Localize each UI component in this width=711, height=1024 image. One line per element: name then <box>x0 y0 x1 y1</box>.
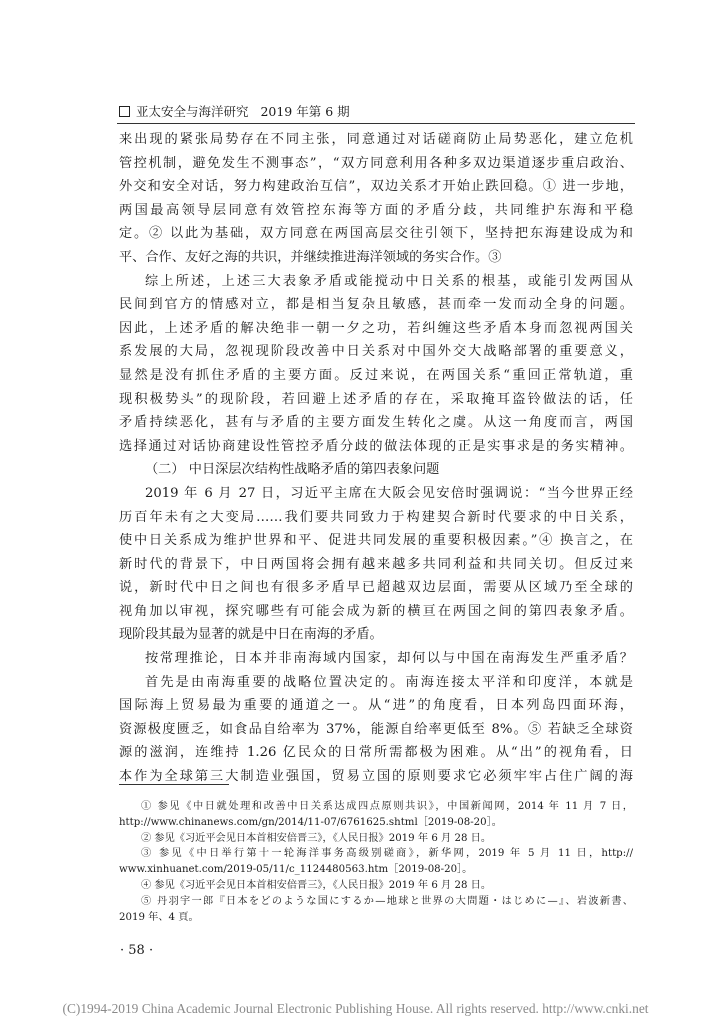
body-text <box>119 128 633 789</box>
footnotes <box>119 799 633 925</box>
body-line: 说，新时代中日之间也有很多矛盾早已超越双边层面，需要从区域乃至全球的 <box>119 580 633 596</box>
body-line: 本作为全球第三大制造业强国，贸易立国的原则要求它必须牢牢占住广阔的海 <box>119 769 633 785</box>
body-line: 矛盾持续恶化，甚有与矛盾的主要方面发生转化之虞。从这一角度而言，两国 <box>119 415 633 431</box>
header-rule <box>117 123 635 124</box>
section-heading: （二） 中日深层次结构性战略矛盾的第四表象问题 <box>145 462 440 478</box>
body-line: 来出现的紧张局势存在不同主张，同意通过对话磋商防止局势恶化，建立危机 <box>119 132 633 147</box>
footnote: ⑤ 丹羽宇一郎『日本をどのような国にするか—地球と世界の大問題・はじめに—』、岩波新書、 <box>141 895 633 907</box>
page-number: · 58 · <box>120 943 154 958</box>
body-line: 因此，上述矛盾的解决绝非一朝一夕之功，若纠缠这些矛盾本身而忽视两国关 <box>119 320 633 336</box>
body-line: 使中日关系成为维护世界和平、促进共同发展的重要积极因素。”④ 换言之，在 <box>119 533 633 549</box>
body-line: 外交和安全对话，努力构建政治互信”，双边关系才开始止跌回稳。① 进一步地， <box>119 179 633 195</box>
square-icon <box>119 106 130 117</box>
body-line: 资源极度匮乏，如食品自给率为 37%，能源自给率更低至 8%。⑤ 若缺乏全球资 <box>119 721 633 737</box>
body-line: 源的滋润，连维持 1.26 亿民众的日常所需都极为困难。从“出”的视角看，日 <box>119 745 633 761</box>
body-line: 新时代的背景下，中日两国将会拥有越来越多共同利益和共同关切。但反过来 <box>119 556 633 572</box>
running-header <box>119 104 631 120</box>
body-line: 管控机制，避免发生不测事态”，“双方同意利用各种多双边渠道逐步重启政治、 <box>119 155 633 171</box>
footnote-rule <box>119 784 229 785</box>
body-line: 显然是没有抓住矛盾的主要方面。反过来说，在两国关系“重回正常轨道，重 <box>119 367 633 383</box>
copyright-notice: (C)1994-2019 China Academic Journal Electronic Publishing House. All rights reserved. http://www.cnki.net <box>62 1001 649 1016</box>
footnote-url: http://www.chinanews.com/gn/2014/11-07/6761625.shtml［2019-08-20］。 <box>119 816 502 828</box>
footnote: ① 参见《中日就处理和改善中日关系达成四点原则共识》，中国新闻网，2014 年 11 月 7 日， <box>141 801 633 812</box>
body-line: 2019 年 6 月 27 日，习近平主席在大阪会见安倍时强调说：“当今世界正经 <box>145 485 633 501</box>
body-line: 系发展的大局，忽视现阶段改善中日关系对中国外交大战略部署的重要意义， <box>119 344 633 360</box>
body-line: 选择通过对话协商建设性管控矛盾分歧的做法体现的正是实事求是的务实精神。 <box>119 438 633 454</box>
body-line: 综上所述，上述三大表象矛盾或能搅动中日关系的根基，或能引发两国从 <box>145 273 633 289</box>
body-line: 定。② 以此为基础，双方同意在两国高层交往引领下，坚持把东海建设成为和 <box>119 226 633 242</box>
body-line: 按常理推论，日本并非南海域内国家，却何以与中国在南海发生严重矛盾？ <box>145 651 633 667</box>
journal-title: 亚太安全与海洋研究 <box>136 104 249 119</box>
body-line: 国际海上贸易最为重要的通道之一。从“进”的角度看，日本列岛四面环海， <box>119 698 633 714</box>
body-line: 两国最高领导层同意有效管控东海等方面的矛盾分歧，共同维护东海和平稳 <box>119 202 633 218</box>
footnote: ② 参见《习近平会见日本首相安倍晋三》，《人民日报》2019 年 6 月 28 日。 <box>141 832 492 844</box>
body-line: 首先是由南海重要的战略位置决定的。南海连接太平洋和印度洋，本就是 <box>145 674 633 690</box>
footnote: 2019 年、4 頁。 <box>119 911 199 923</box>
body-line: 历百年未有之大变局……我们要共同致力于构建契合新时代要求的中日关系， <box>119 509 633 525</box>
body-line: 视角加以审视，探究哪些有可能会成为新的横亘在两国之间的第四表象矛盾。 <box>119 603 633 619</box>
body-line: 现阶段其最为显著的就是中日在南海的矛盾。 <box>119 627 383 643</box>
body-line: 平、合作、友好之海的共识，并继续推进海洋领域的务实合作。③ <box>119 249 502 265</box>
body-line: 现积极势头”的现阶段，若回避上述矛盾的存在，采取掩耳盗铃做法的话，任 <box>119 391 633 407</box>
body-line: 民间到官方的情感对立，都是相当复杂且敏感，甚而牵一发而动全身的问题。 <box>119 297 633 313</box>
footnote-url: www.xinhuanet.com/2019-05/11/c_1124480563.htm［2019-08-20］。 <box>119 864 473 876</box>
footnote: ④ 参见《习近平会见日本首相安倍晋三》，《人民日报》2019 年 6 月 28 日。 <box>141 879 492 891</box>
issue-label: 2019 年第 6 期 <box>260 104 350 119</box>
footnote: ③ 参见《中日举行第十一轮海洋事务高级别磋商》，新华网，2019 年 5 月 11 日，http:// <box>141 848 633 860</box>
